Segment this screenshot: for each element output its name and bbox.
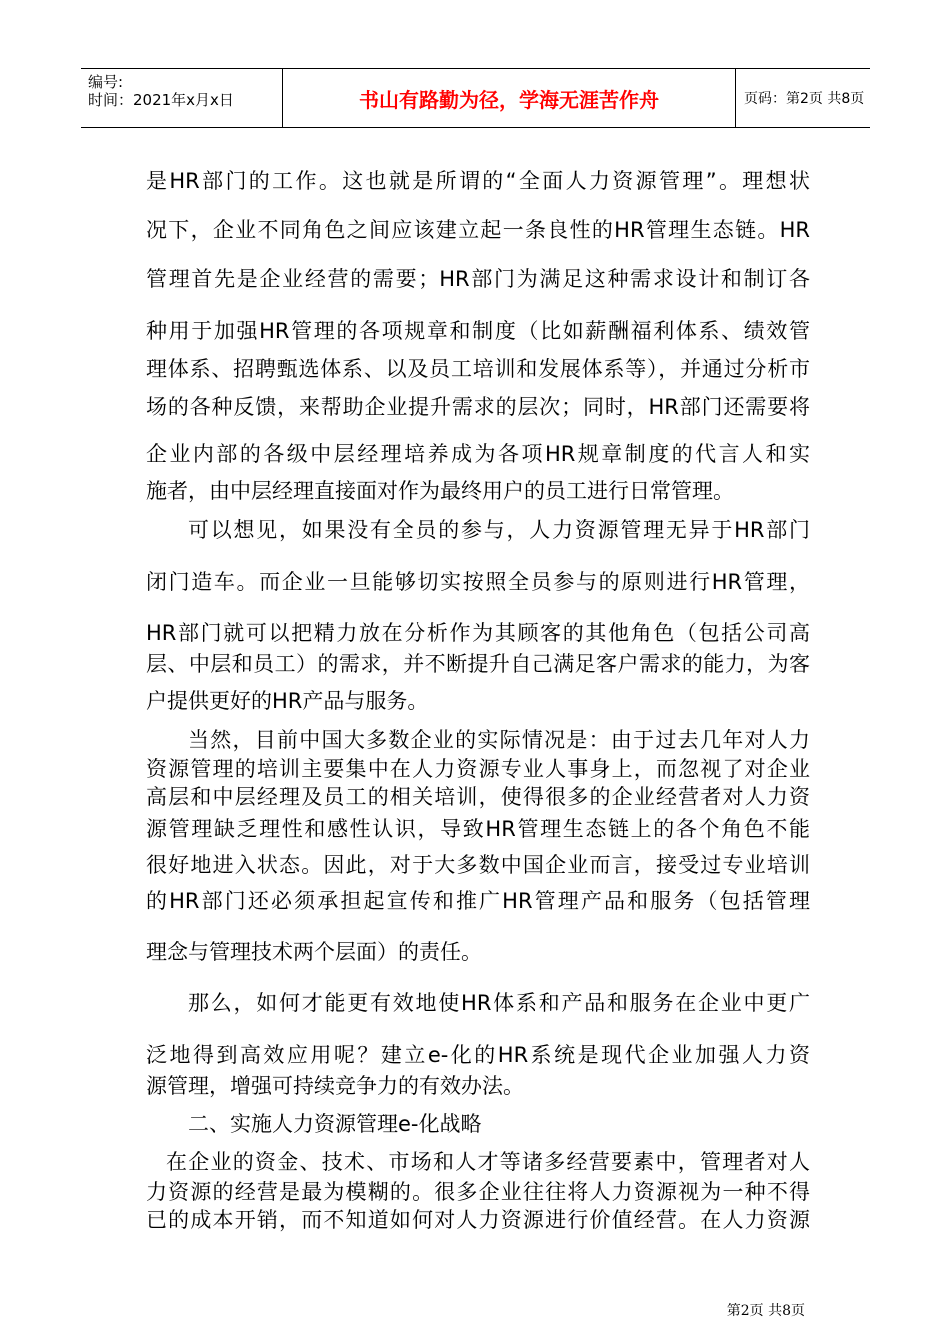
body-line: 施者，由中层经理直接面对作为最终用户的员工进行日常管理。 xyxy=(146,479,734,503)
header-motto: 书山有路勤为径，学海无涯苦作舟 xyxy=(359,88,659,112)
body-line: 闭门造车。而企业一旦能够切实按照全员参与的原则进行HR管理， xyxy=(146,570,810,594)
body-line: 在企业的资金、技术、市场和人才等诸多经营要素中，管理者对人 xyxy=(166,1150,810,1174)
document-number-label: 编号: xyxy=(88,73,124,91)
body-line: 很好地进入状态。因此，对于大多数中国企业而言，接受过专业培训 xyxy=(146,853,810,877)
body-line: 管理首先是企业经营的需要；HR部门为满足这种需求设计和制订各 xyxy=(146,267,810,291)
body-line: 况下，企业不同角色之间应该建立起一条良性的HR管理生态链。HR xyxy=(146,218,810,242)
section-heading: 二、实施人力资源管理e-化战略 xyxy=(188,1112,482,1136)
body-line: HR部门就可以把精力放在分析作为其顾客的其他角色（包括公司高 xyxy=(146,621,810,645)
body-line: 可以想见，如果没有全员的参与，人力资源管理无异于HR部门 xyxy=(188,518,810,542)
body-line: 源管理，增强可持续竞争力的有效办法。 xyxy=(146,1074,524,1098)
body-line: 高层和中层经理及员工的相关培训，使得很多的企业经营者对人力资 xyxy=(146,785,810,809)
body-line: 场的各种反馈，来帮助企业提升需求的层次；同时，HR部门还需要将 xyxy=(146,395,810,419)
body-line: 企业内部的各级中层经理培养成为各项HR规章制度的代言人和实 xyxy=(146,442,810,466)
body-line: 层、中层和员工）的需求，并不断提升自己满足客户需求的能力，为客 xyxy=(146,652,810,676)
document-date: 时间：2021年x月x日 xyxy=(88,91,234,109)
body-line: 户提供更好的HR产品与服务。 xyxy=(146,689,429,713)
body-line: 源管理缺乏理性和感性认识，导致HR管理生态链上的各个角色不能 xyxy=(146,817,810,841)
body-line: 理体系、招聘甄选体系、以及员工培训和发展体系等），并通过分析市 xyxy=(146,357,810,381)
body-line: 力资源的经营是最为模糊的。很多企业往往将人力资源视为一种不得 xyxy=(146,1180,810,1204)
body-line: 种用于加强HR管理的各项规章和制度（比如薪酬福利体系、绩效管 xyxy=(146,319,810,343)
body-line: 已的成本开销，而不知道如何对人力资源进行价值经营。在人力资源 xyxy=(146,1208,810,1232)
body-line: 理念与管理技术两个层面）的责任。 xyxy=(146,940,482,964)
body-line: 当然，目前中国大多数企业的实际情况是：由于过去几年对人力 xyxy=(188,728,810,752)
body-line: 那么，如何才能更有效地使HR体系和产品和服务在企业中更广 xyxy=(188,991,810,1015)
body-line: 的HR部门还必须承担起宣传和推广HR管理产品和服务（包括管理 xyxy=(146,889,810,913)
body-line: 是HR部门的工作。这也就是所谓的“全面人力资源管理”。理想状 xyxy=(146,169,810,193)
header-page-indicator: 页码：第2页 共8页 xyxy=(744,91,865,107)
body-line: 资源管理的培训主要集中在人力资源专业人事身上，而忽视了对企业 xyxy=(146,757,810,781)
page-footer-indicator: 第2页 共8页 xyxy=(726,1303,805,1319)
body-line: 泛地得到高效应用呢？建立e-化的HR系统是现代企业加强人力资 xyxy=(146,1043,810,1067)
